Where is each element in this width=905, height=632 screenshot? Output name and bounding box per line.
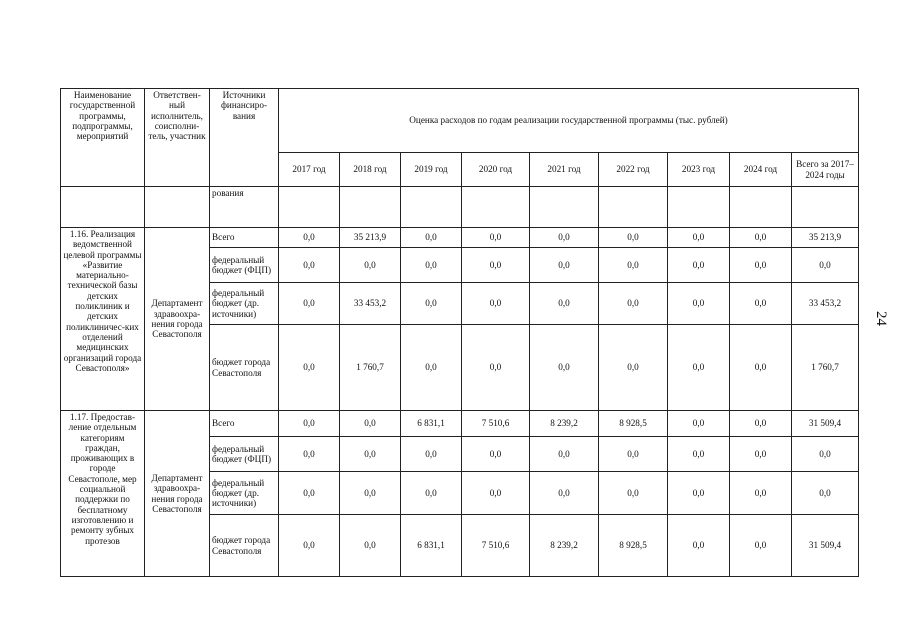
- empty-cell: [730, 187, 792, 228]
- value-cell: 0,0: [668, 228, 730, 248]
- value-cell: 0,0: [462, 283, 530, 325]
- empty-cell: [401, 187, 462, 228]
- header-year: 2018 год: [340, 153, 401, 187]
- total-cell: 31 509,4: [792, 515, 859, 577]
- value-cell: 0,0: [530, 472, 599, 515]
- value-cell: 7 510,6: [462, 515, 530, 577]
- value-cell: 7 510,6: [462, 411, 530, 437]
- value-cell: 0,0: [730, 283, 792, 325]
- header-executor: Ответствен-ный исполнитель, соисполни-тель, участник: [145, 89, 210, 187]
- budget-table: [60, 88, 859, 577]
- source-cell: Всего: [210, 228, 279, 248]
- value-cell: 0,0: [730, 325, 792, 411]
- source-cell: федеральный бюджет (ФЦП): [210, 248, 279, 283]
- value-cell: 0,0: [462, 472, 530, 515]
- value-cell: 0,0: [279, 472, 340, 515]
- header-year: 2022 год: [599, 153, 668, 187]
- empty-cell: [462, 187, 530, 228]
- value-cell: 0,0: [730, 437, 792, 472]
- value-cell: 0,0: [668, 472, 730, 515]
- value-cell: 0,0: [599, 437, 668, 472]
- header-year: 2023 год: [668, 153, 730, 187]
- page-number: 24: [873, 311, 889, 326]
- source-cell: федеральный бюджет (др. источники): [210, 283, 279, 325]
- value-cell: 8 928,5: [599, 411, 668, 437]
- value-cell: 0,0: [530, 283, 599, 325]
- value-cell: 1 760,7: [340, 325, 401, 411]
- header-year: 2017 год: [279, 153, 340, 187]
- value-cell: 0,0: [668, 283, 730, 325]
- value-cell: 0,0: [340, 472, 401, 515]
- value-cell: 0,0: [462, 325, 530, 411]
- empty-cell: [61, 187, 145, 228]
- total-cell: 0,0: [792, 472, 859, 515]
- value-cell: 0,0: [279, 228, 340, 248]
- value-cell: 0,0: [340, 437, 401, 472]
- value-cell: 0,0: [668, 515, 730, 577]
- value-cell: 0,0: [279, 325, 340, 411]
- value-cell: 0,0: [340, 515, 401, 577]
- program-cell: 1.16. Реализация ведомственной целевой программы «Развитие материально-технической базы детских поликлиник и детских поликлиничес-ких отделений медицинских организаций города Севастополя»: [61, 228, 145, 411]
- table-row: [61, 411, 859, 437]
- value-cell: 6 831,1: [401, 515, 462, 577]
- header-source: Источники финансиро-вания: [210, 89, 279, 187]
- value-cell: 0,0: [279, 515, 340, 577]
- source-cell: федеральный бюджет (др. источники): [210, 472, 279, 515]
- value-cell: 0,0: [401, 325, 462, 411]
- value-cell: 0,0: [340, 411, 401, 437]
- header-total: Всего за 2017–2024 годы: [792, 153, 859, 187]
- program-cell: 1.17. Предостав-ление отдельным категориям граждан, проживающих в городе Севастополе, мер социальной поддержки по бесплатному изготовлению и ремонту зубных протезов: [61, 411, 145, 577]
- empty-cell: [668, 187, 730, 228]
- header-year: 2024 год: [730, 153, 792, 187]
- value-cell: 0,0: [599, 325, 668, 411]
- value-cell: 0,0: [530, 248, 599, 283]
- empty-cell: [792, 187, 859, 228]
- value-cell: 33 453,2: [340, 283, 401, 325]
- value-cell: 0,0: [668, 437, 730, 472]
- value-cell: 0,0: [462, 248, 530, 283]
- total-cell: 1 760,7: [792, 325, 859, 411]
- header-year: 2021 год: [530, 153, 599, 187]
- value-cell: 0,0: [668, 411, 730, 437]
- value-cell: 0,0: [401, 283, 462, 325]
- value-cell: 0,0: [401, 472, 462, 515]
- value-cell: 0,0: [279, 437, 340, 472]
- value-cell: 35 213,9: [340, 228, 401, 248]
- empty-cell: [530, 187, 599, 228]
- source-cell: Всего: [210, 411, 279, 437]
- value-cell: 6 831,1: [401, 411, 462, 437]
- value-cell: 0,0: [530, 325, 599, 411]
- value-cell: 0,0: [668, 248, 730, 283]
- value-cell: 8 239,2: [530, 411, 599, 437]
- source-cell: бюджет города Севастополя: [210, 515, 279, 577]
- total-cell: 35 213,9: [792, 228, 859, 248]
- value-cell: 0,0: [730, 472, 792, 515]
- value-cell: 0,0: [340, 248, 401, 283]
- value-cell: 8 928,5: [599, 515, 668, 577]
- value-cell: 0,0: [599, 248, 668, 283]
- source-cell: федеральный бюджет (ФЦП): [210, 437, 279, 472]
- value-cell: 0,0: [599, 283, 668, 325]
- total-cell: 0,0: [792, 437, 859, 472]
- header-year: 2020 год: [462, 153, 530, 187]
- header-estimate: Оценка расходов по годам реализации государственной программы (тыс. рублей): [279, 89, 859, 153]
- value-cell: 8 239,2: [530, 515, 599, 577]
- value-cell: 0,0: [279, 248, 340, 283]
- total-cell: 33 453,2: [792, 283, 859, 325]
- value-cell: 0,0: [599, 472, 668, 515]
- table-row: [61, 228, 859, 248]
- value-cell: 0,0: [530, 437, 599, 472]
- source-cell: бюджет города Севастополя: [210, 325, 279, 411]
- value-cell: 0,0: [279, 283, 340, 325]
- total-cell: 31 509,4: [792, 411, 859, 437]
- empty-cell: [599, 187, 668, 228]
- total-cell: 0,0: [792, 248, 859, 283]
- executor-cell: Департамент здравоохра-нения города Севастополя: [145, 411, 210, 577]
- value-cell: 0,0: [730, 228, 792, 248]
- value-cell: 0,0: [730, 515, 792, 577]
- value-cell: 0,0: [730, 248, 792, 283]
- empty-cell: [279, 187, 340, 228]
- executor-cell: Департамент здравоохра-нения города Севастополя: [145, 228, 210, 411]
- value-cell: 0,0: [599, 228, 668, 248]
- table-row: [61, 187, 859, 228]
- value-cell: 0,0: [530, 228, 599, 248]
- value-cell: 0,0: [462, 228, 530, 248]
- value-cell: 0,0: [462, 437, 530, 472]
- value-cell: 0,0: [401, 248, 462, 283]
- value-cell: 0,0: [279, 411, 340, 437]
- value-cell: 0,0: [668, 325, 730, 411]
- value-cell: 0,0: [401, 228, 462, 248]
- header-program: Наименование государственной программы, подпрограммы, мероприятий: [61, 89, 145, 187]
- empty-cell: [340, 187, 401, 228]
- header-year: 2019 год: [401, 153, 462, 187]
- source-cell: рования: [210, 187, 279, 228]
- value-cell: 0,0: [401, 437, 462, 472]
- empty-cell: [145, 187, 210, 228]
- value-cell: 0,0: [730, 411, 792, 437]
